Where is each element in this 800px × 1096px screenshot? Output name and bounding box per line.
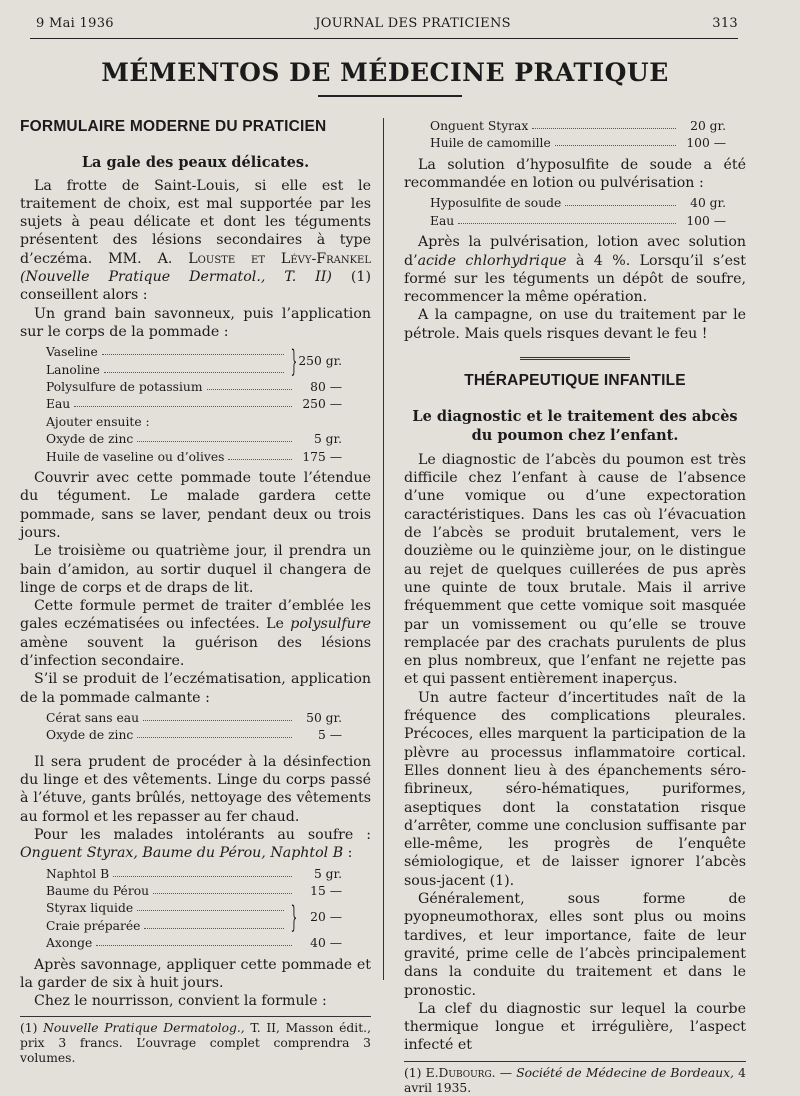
column-divider — [383, 118, 384, 980]
formula-brace-row: Styrax liquide Craie préparée } 20 — — [46, 899, 342, 935]
paragraph: La frotte de Saint-Louis, si elle est le traitement de choix, est mal supportée par les sujets à peau délicate et dont les téguments présentent des lésions secondaires à type d’eczéma. MM. A. Louste et Lévy-Frankel (Nouvelle Pratique Dermatol., T. II) (1) conseillent alors : — [20, 177, 371, 304]
formula-row: Onguent Styrax 20 gr. — [430, 119, 726, 133]
formula-2 — [46, 710, 342, 745]
right-column — [404, 118, 746, 1096]
formula-row: Huile de camomille 100 — — [430, 136, 726, 151]
paragraph: Le troisième ou quatrième jour, il prendra un bain d’amidon, au sortir duquel il changera de linge de corps et de draps de lit. — [20, 543, 371, 596]
formula-row: Eau 100 — — [430, 213, 726, 228]
formula-row: Polysulfure de potassium 80 — — [46, 380, 342, 395]
paragraph: La solution d’hyposulfite de soude a été recommandée en lotion ou pulvérisation : — [404, 156, 746, 192]
article-subtitle: Le diagnostic et le traitement des abcès du poumon chez l’enfant. — [412, 408, 738, 444]
section-title: THÉRAPEUTIQUE INFANTILE — [464, 372, 686, 389]
running-header — [36, 16, 738, 31]
formula-row: Huile de vaseline ou d’olives 175 — — [46, 449, 342, 464]
formula-row: Hyposulfite de soude 40 gr. — [430, 196, 726, 211]
formula-row: Oxyde de zinc 5 gr. — [46, 432, 342, 447]
formula-3 — [46, 866, 342, 953]
paragraph: Cette formule permet de traiter d’emblée les gales eczématisées ou infectées. Le polysulfure amène souvent la guérison des lésions d’infection secondaire. — [20, 598, 371, 670]
title-rule — [318, 95, 462, 97]
journal-name: JOURNAL DES PRATICIENS — [315, 16, 511, 31]
formula-1 — [46, 344, 342, 466]
paragraph: Un grand bain savonneux, puis l’application sur le corps de la pommade : — [20, 305, 371, 340]
formula-note: Ajouter ensuite : — [46, 414, 150, 429]
paragraph: Après la pulvérisation, lotion avec solution d’acide chlorhydrique à 4 %. Lorsqu’il s’est formé sur les téguments un dépôt de soufre, recommencer la même opération. — [404, 234, 747, 306]
article-subtitle: La gale des peaux délicates. — [81, 154, 310, 172]
paragraph: Couvrir avec cette pommade toute l’étendue du tégument. Le malade gardera cette pommade, sans se laver, pendant deux ou trois jours. — [20, 470, 371, 541]
formula-row: Naphtol B 5 gr. — [46, 866, 342, 881]
formula-row: Cérat sans eau 50 gr. — [46, 710, 342, 725]
paragraph: Il sera prudent de procéder à la désinfection du linge et des vêtements. Linge du corps passé à l’étuve, gants brûlés, nettoyage des vêtements au formol et les repasser au fer chaud. — [20, 753, 371, 825]
paragraph: S’il se produit de l’eczématisation, application de la pommade calmante : — [20, 671, 371, 706]
footnote-rule — [20, 1016, 371, 1017]
section-title: FORMULAIRE MODERNE DU PRATICIEN — [20, 118, 327, 135]
formula-row: Axonge 40 — — [46, 936, 342, 951]
formula-row: Baume du Pérou 15 — — [46, 883, 342, 898]
paragraph: La clef du diagnostic sur lequel la courbe thermique longue et irrégulière, l’aspect infecté et — [404, 1000, 746, 1054]
paragraph: Un autre facteur d’incertitudes naît de la fréquence des complications pleurales. Précoces, elles marquent la participation de la plèvre au processus inflammatoire cortical. Elles donnent lieu à des épanchements séro-fibrineux, séro-hématiques, puriformes, aseptiques dont la constatation risque d’arrêter, comme une conclusion suffisante par elle-même, les progrès de l’enquête sémiologique, et de laisser ignorer l’abcès sous-jacent (1). — [404, 689, 746, 889]
footnote: (1) Nouvelle Pratique Dermatolog., T. II, Masson édit., prix 3 francs. L’ouvrage complet comprendra 3 volumes. — [20, 1021, 371, 1066]
paragraph: Pour les malades intolérants au soufre : Onguent Styrax, Baume du Pérou, Naphtol B : — [20, 826, 371, 862]
section-separator — [520, 357, 630, 360]
page-number: 313 — [712, 16, 738, 31]
paragraph: A la campagne, on use du traitement par le pétrole. Mais quels risques devant le feu ! — [404, 307, 746, 342]
footnote: (1) E.Dubourg. — Société de Médecine de Bordeaux, 4 avril 1935. — [404, 1065, 746, 1095]
left-column — [20, 118, 371, 1066]
formula-4 — [430, 118, 726, 153]
page-title: MÉMENTOS DE MÉDECINE PRATIQUE — [101, 58, 669, 87]
paragraph: Généralement, sous forme de pyopneumothorax, elles sont plus ou moins tardives, et leur importance, faite de leur gravité, prime celle de l’abcès principalement dans la conduite du traitement et dans le pronostic. — [404, 891, 746, 999]
issue-date: 9 Mai 1936 — [36, 16, 114, 31]
footnote-rule — [404, 1061, 746, 1062]
formula-row: Eau 250 — — [46, 397, 342, 412]
formula-row: Oxyde de zinc 5 — — [46, 728, 342, 743]
formula-5 — [430, 195, 726, 230]
header-rule — [30, 38, 738, 39]
paragraph: Le diagnostic de l’abcès du poumon est très difficile chez l’enfant à cause de l’absence d’une vomique ou d’une expectoration caractéristiques. Dans les cas où l’évacuation de l’abcès se produit brutalement, vers le douzième ou le quinzième jour, on le distingue au rejet de quelques cuillerées de pus après une quinte de toux brutale. Mais il arrive fréquemment que cette vomique soit masquée par un vomissement ou qu’elle se trouve remplacée par des crachats purulents de plus en plus nombreux, que l’enfant ne rejette pas et qui passent entièrement inaperçus. — [404, 451, 746, 688]
formula-brace-row: Vaseline Lanoline } 250 gr. — [46, 343, 342, 379]
paragraph: Chez le nourrisson, convient la formule : — [34, 993, 327, 1010]
paragraph: Après savonnage, appliquer cette pommade et la garder de six à huit jours. — [20, 956, 371, 991]
